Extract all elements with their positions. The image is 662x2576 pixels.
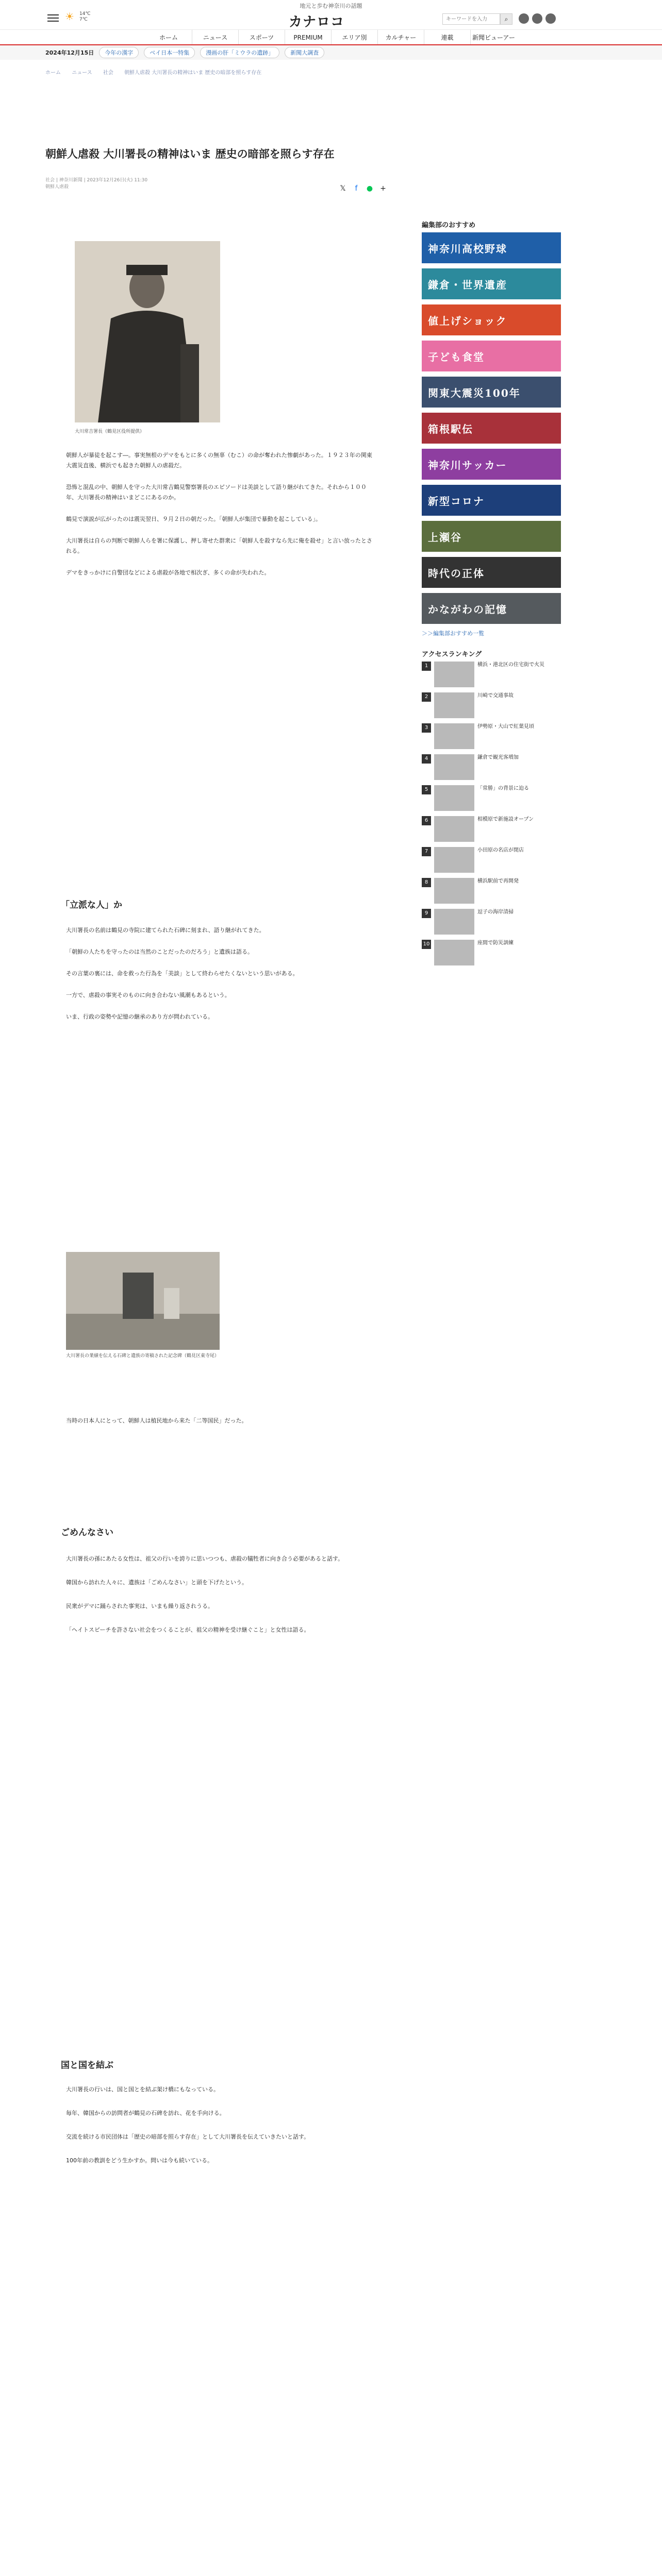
- ranking-item[interactable]: [422, 785, 563, 812]
- promo-banner[interactable]: 新型コロナ: [422, 485, 561, 516]
- promo-banner[interactable]: 鎌倉・世界遺産: [422, 268, 561, 299]
- promo-banner[interactable]: 子ども食堂: [422, 341, 561, 371]
- paragraph: 朝鮮人が暴徒を起こす―。事実無根のデマをもとに多くの無辜（むこ）の命が奪われた惨劇があった。１９２３年の関東大震災直後、横浜でも起きた朝鮮人の虐殺だ。: [66, 452, 372, 469]
- rank-number: 5: [422, 785, 431, 794]
- search-input[interactable]: [442, 13, 500, 25]
- rank-title[interactable]: 川崎で交通事故: [477, 693, 514, 699]
- global-nav: [0, 30, 662, 45]
- paragraph: 韓国から訪れた人々に、遺族は「ごめんなさい」と頭を下げたという。: [66, 1579, 247, 1586]
- ranking-item[interactable]: [422, 754, 563, 781]
- top-strip: 地元と歩む神奈川の話題: [300, 3, 362, 9]
- rank-number: 3: [422, 723, 431, 733]
- breadcrumb-item[interactable]: ニュース: [72, 70, 92, 76]
- paragraph: いま、行政の姿勢や記憶の継承のあり方が問われている。: [66, 1013, 213, 1020]
- user-icon[interactable]: [519, 13, 529, 24]
- monument-image: [66, 1252, 220, 1350]
- trend-bar: [0, 45, 662, 60]
- paragraph: デマをきっかけに自警団などによる虐殺が各地で相次ぎ、多くの命が失われた。: [66, 569, 270, 576]
- share-buttons: [338, 184, 388, 194]
- paragraph: 交流を続ける市民団体は「歴史の暗部を照らす存在」として大川署長を伝えていきたいと話す。: [66, 2133, 310, 2140]
- sidebar-title: 編集部のおすすめ: [422, 222, 476, 229]
- officer-portrait-image: [75, 241, 220, 422]
- rank-number: 2: [422, 692, 431, 702]
- rank-thumbnail: [434, 785, 474, 811]
- trend-tag[interactable]: ベイ日本一特集: [144, 47, 195, 58]
- hamburger-menu-icon[interactable]: [47, 12, 59, 24]
- rank-thumbnail: [434, 940, 474, 965]
- paragraph: 一方で、虐殺の事実そのものに向き合わない風潮もあるという。: [66, 992, 230, 998]
- nav-viewer[interactable]: 新聞ビューアー: [470, 30, 517, 44]
- rank-title[interactable]: 座間で防災訓練: [477, 940, 514, 946]
- promo-banner[interactable]: 神奈川サッカー: [422, 449, 561, 480]
- rank-number: 10: [422, 940, 431, 949]
- trend-tag[interactable]: 漫画の肝「ミウラの遺跡」: [200, 47, 279, 58]
- bell-icon[interactable]: [532, 13, 542, 24]
- paragraph: 恐怖と混乱の中、朝鮮人を守った大川常吉鶴見警察署長のエピソードは美談として語り継がれてきた。それから１００年、大川署長の精神はいまどこにあるのか。: [66, 484, 367, 501]
- paragraph: 100年前の教訓をどう生かすか。問いは今も続いている。: [66, 2157, 213, 2164]
- ranking-item[interactable]: [422, 723, 563, 750]
- subheading: ごめんなさい: [61, 1528, 113, 1538]
- article-date: 社会 | 神奈川新聞 | 2023年12月26日(火) 11:30: [45, 178, 148, 183]
- article-photo-monument: [66, 1252, 220, 1350]
- breadcrumb: [45, 68, 271, 76]
- paragraph: 「ヘイトスピーチを許さない社会をつくることが、祖父の精神を受け継ぐこと」と女性は語る。: [66, 1626, 310, 1633]
- rank-number: 9: [422, 909, 431, 918]
- nav-culture[interactable]: カルチャー: [377, 30, 424, 44]
- paragraph: 当時の日本人にとって、朝鮮人は植民地から来た「二等国民」だった。: [66, 1417, 247, 1424]
- article-title: 朝鮮人虐殺 大川署長の精神はいま 歴史の暗部を照らす存在: [45, 148, 335, 160]
- trend-tag[interactable]: 今年の漢字: [99, 47, 139, 58]
- rank-title[interactable]: 横浜駅前で再開発: [477, 878, 519, 884]
- ranking-item[interactable]: [422, 692, 563, 719]
- header-icon-group: [519, 13, 565, 25]
- sidebar: [422, 219, 563, 971]
- rank-title[interactable]: 伊勢原・大山で紅葉見頃: [477, 724, 534, 730]
- rank-thumbnail: [434, 909, 474, 935]
- weather-icon: ☀: [65, 10, 74, 23]
- ranking-item[interactable]: [422, 847, 563, 874]
- rank-title[interactable]: 横浜・港北区の住宅街で火災: [477, 662, 544, 668]
- paragraph: 大川署長の行いは、国と国とを結ぶ架け橋にもなっている。: [66, 2086, 219, 2093]
- rank-number: 1: [422, 662, 431, 671]
- rank-title[interactable]: 「常勝」の背景に迫る: [477, 786, 529, 791]
- promo-banner[interactable]: 時代の正体: [422, 557, 561, 588]
- rank-number: 4: [422, 754, 431, 764]
- article-body-section: [66, 1416, 372, 1426]
- paragraph: 鶴見で演説が広がったのは震災翌日、９月２日の朝だった。「朝鮮人が集団で暴動を起こしている」。: [66, 516, 321, 522]
- rank-title[interactable]: 相模原で新施設オープン: [477, 817, 534, 822]
- add-icon[interactable]: +: [380, 184, 386, 193]
- bookmark-icon[interactable]: [545, 13, 556, 24]
- site-logo[interactable]: カナロコ: [289, 14, 345, 30]
- nav-news[interactable]: ニュース: [192, 30, 238, 44]
- ranking-item[interactable]: [422, 816, 563, 843]
- line-share-icon[interactable]: ●: [366, 184, 373, 193]
- article-body-section: [66, 2084, 372, 2166]
- photo-caption: 大川常吉署長（鶴見区役所提供）: [75, 429, 145, 434]
- rank-thumbnail: [434, 816, 474, 842]
- facebook-share-icon[interactable]: f: [355, 184, 358, 193]
- article-body-section: [66, 450, 372, 578]
- rank-thumbnail: [434, 878, 474, 904]
- photo-caption: 大川署長の業績を伝える石碑と遺族の寄稿された記念碑（鶴見区東寺尾）: [66, 1353, 220, 1359]
- site-header: [0, 9, 662, 30]
- nav-premium[interactable]: PREMIUM: [285, 30, 331, 44]
- subheading: 「立派な人」か: [61, 900, 122, 910]
- subheading: 国と国を結ぶ: [61, 2060, 113, 2071]
- paragraph: 大川署長は自らの判断で朝鮮人らを署に保護し、押し寄せた群衆に「朝鮮人を殺すなら先に俺を殺せ」と言い放ったとされる。: [66, 537, 372, 554]
- breadcrumb-current: 朝鮮人虐殺 大川署長の精神はいま 歴史の暗部を照らす存在: [124, 70, 262, 76]
- article-body-section: [66, 1554, 372, 1635]
- promo-banner[interactable]: 値上げショック: [422, 304, 561, 335]
- rank-thumbnail: [434, 662, 474, 687]
- ranking-item[interactable]: [422, 662, 563, 688]
- paragraph: 「朝鮮の人たちを守ったのは当然のことだったのだろう」と遺族は語る。: [66, 948, 253, 955]
- x-share-icon[interactable]: 𝕏: [340, 184, 346, 193]
- nav-sports[interactable]: スポーツ: [238, 30, 285, 44]
- paragraph: その言葉の裏には、命を救った行為を「美談」として終わらせたくないという思いがある。: [66, 970, 299, 977]
- recommend-list-link[interactable]: ＞＞編集部おすすめ一覧: [422, 630, 485, 637]
- promo-banner[interactable]: 上瀬谷: [422, 521, 561, 552]
- paragraph: 大川署長の名前は鶴見の寺院に建てられた石碑に刻まれ、語り継がれてきた。: [66, 927, 265, 934]
- nav-area[interactable]: エリア別: [331, 30, 377, 44]
- rank-thumbnail: [434, 723, 474, 749]
- rank-number: 6: [422, 816, 431, 825]
- trend-date: 2024年12月15日: [45, 49, 94, 56]
- rank-thumbnail: [434, 847, 474, 873]
- ranking-item[interactable]: [422, 940, 563, 967]
- rank-title[interactable]: 逗子の海岸清掃: [477, 909, 514, 915]
- breadcrumb-item[interactable]: 社会: [103, 70, 113, 76]
- trend-tag[interactable]: 新聞大調査: [285, 47, 324, 58]
- rank-number: 8: [422, 878, 431, 887]
- rank-title[interactable]: 鎌倉で観光客増加: [477, 755, 519, 760]
- promo-banner[interactable]: 箱根駅伝: [422, 413, 561, 444]
- ranking-item[interactable]: [422, 878, 563, 905]
- search-icon[interactable]: ⌕: [500, 13, 512, 25]
- weather-temperature: 14℃ 7℃: [79, 11, 91, 22]
- rank-thumbnail: [434, 754, 474, 780]
- promo-banner[interactable]: 関東大震災100年: [422, 377, 561, 408]
- breadcrumb-item[interactable]: ホーム: [45, 70, 61, 76]
- rank-number: 7: [422, 847, 431, 856]
- ranking-title: アクセスランキング: [422, 651, 482, 658]
- paragraph: 大川署長の孫にあたる女性は、祖父の行いを誇りに思いつつも、虐殺の犠牲者に向き合う必要があると話す。: [66, 1555, 344, 1562]
- promo-banner[interactable]: かながわの記憶: [422, 593, 561, 624]
- article-photo-officer: [75, 241, 220, 422]
- rank-thumbnail: [434, 692, 474, 718]
- promo-banner[interactable]: 神奈川高校野球: [422, 232, 561, 263]
- rank-title[interactable]: 小田原の名店が閉店: [477, 848, 524, 853]
- article-category[interactable]: 朝鮮人虐殺: [45, 184, 69, 190]
- nav-home[interactable]: ホーム: [159, 34, 178, 41]
- article-body-section: [66, 925, 372, 1022]
- ranking-item[interactable]: [422, 909, 563, 936]
- nav-series[interactable]: 連載: [424, 30, 470, 44]
- paragraph: 民衆がデマに踊らされた事実は、いまも繰り返されうる。: [66, 1603, 213, 1609]
- paragraph: 毎年、韓国からの訪問者が鶴見の石碑を訪れ、花を手向ける。: [66, 2110, 225, 2116]
